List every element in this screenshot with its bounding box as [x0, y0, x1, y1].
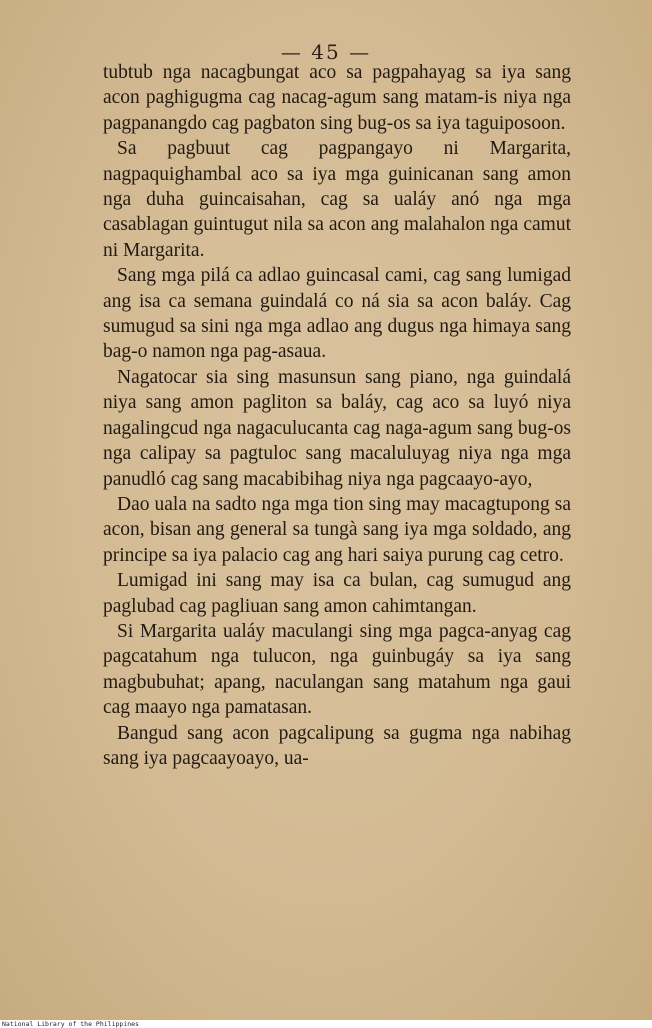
- paragraph: Nagatocar sia sing masunsun sang piano, nga guindalá niya sang amon pagliton sa baláy, cag aco sa luyó niya nagalingcud nga nagaculucanta cag naga-agum sang bug-os nga calipay sa pagtuloc sang macaluluyag niya nga mga panudló cag sang macabibihag niya nga pagcaayo-ayo,: [103, 366, 571, 490]
- paragraph: Si Margarita ualáy maculangi sing mga pagca-anyag cag pagcatahum nga tulucon, nga guinbugáy sa iya sang magbubuhat; apang, naculangan sang matahum nga gaui cag maayo nga pamatasan.: [103, 620, 571, 719]
- paragraph: Lumigad ini sang may isa ca bulan, cag sumugud ang paglubad cag pagliuan sang amon cahimtangan.: [103, 570, 571, 617]
- paragraph: Sang mga pilá ca adlao guincasal cami, cag sang lumigad ang isa ca semana guindalá co ná sia sa acon baláy. Cag sumugud sa sini nga mga adlao ang dugus nga himaya sang bag-o namon nga pag-asaua.: [103, 265, 571, 363]
- paragraph: tubtub nga nacagbungat aco sa pagpahayag sa iya sang acon paghigugma cag nacag-agum sang matam-is niya nga pagpanangdo cag pagbaton sing bug-os sa iya taguiposoon.: [103, 62, 571, 134]
- paragraph: Dao uala na sadto nga mga tion sing may macagtupong sa acon, bisan ang general sa tungà sang iya mga soldado, ang principe sa iya palacio cag ang hari saiya purung cag cetro.: [103, 493, 571, 566]
- page-number: — 45 —: [280, 40, 372, 64]
- paragraph: Bangud sang acon pagcalipung sa gugma nga nabihag sang iya pagcaayoayo, ua-: [103, 722, 571, 769]
- library-credit: National Library of the Philippines: [2, 1020, 139, 1028]
- page-body-text: [103, 60, 571, 771]
- paragraph: Sa pagbuut cag pagpangayo ni Margarita, nagpaquighambal aco sa iya mga guinicanan sang amon nga duha guincaisahan, cag sa ualáy anó nga mga casablagan guintugut nila sa acon ang malahalon nga camut ni Margarita.: [103, 138, 571, 261]
